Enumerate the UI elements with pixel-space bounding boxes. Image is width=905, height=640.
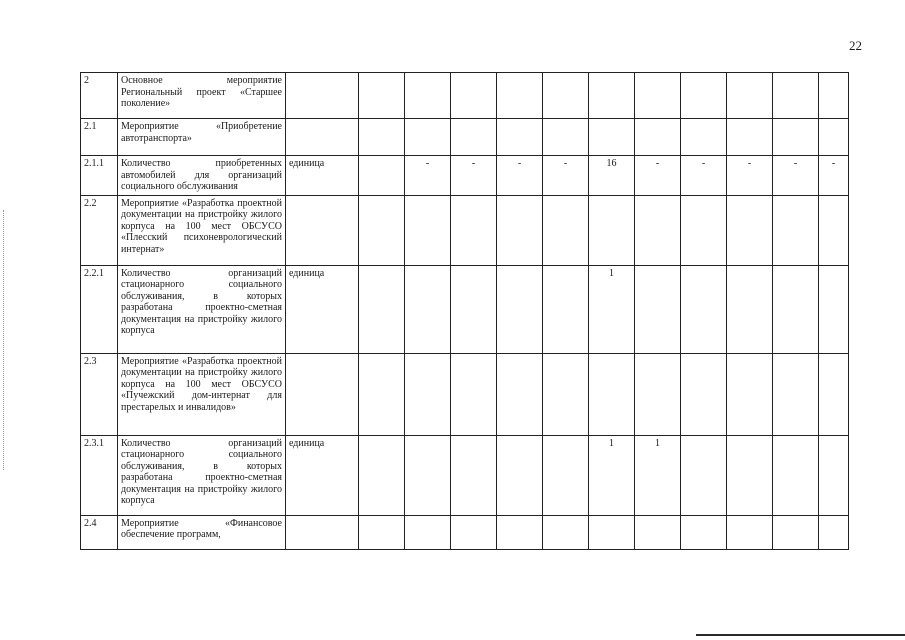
value-cell bbox=[773, 265, 819, 353]
value-cell bbox=[451, 195, 497, 265]
value-cell bbox=[773, 119, 819, 156]
value-cell bbox=[589, 73, 635, 119]
row-name: Основное мероприятие Региональный проект «Старшее поколение» bbox=[118, 73, 286, 119]
row-name: Количество организаций стационарного социального обслуживания, в которых разработана проектно-сметная документация на пристройку жилого корпуса bbox=[118, 435, 286, 515]
value-cell bbox=[635, 515, 681, 549]
value-cell bbox=[543, 435, 589, 515]
row-number: 2.1.1 bbox=[81, 156, 118, 196]
value-cell bbox=[819, 195, 849, 265]
row-number: 2.3 bbox=[81, 353, 118, 435]
value-cell bbox=[773, 73, 819, 119]
row-number: 2 bbox=[81, 73, 118, 119]
page-number: 22 bbox=[849, 38, 862, 53]
row-unit: единица bbox=[286, 265, 359, 353]
value-cell bbox=[497, 265, 543, 353]
table-row bbox=[81, 265, 849, 353]
value-cell bbox=[773, 353, 819, 435]
value-cell bbox=[589, 353, 635, 435]
value-cell: 1 bbox=[635, 435, 681, 515]
row-unit bbox=[286, 119, 359, 156]
value-cell bbox=[405, 73, 451, 119]
row-number: 2.1 bbox=[81, 119, 118, 156]
value-cell bbox=[727, 515, 773, 549]
value-cell: - bbox=[727, 156, 773, 196]
value-cell: - bbox=[405, 156, 451, 196]
row-number: 2.2 bbox=[81, 195, 118, 265]
value-cell bbox=[635, 73, 681, 119]
value-cell: - bbox=[451, 156, 497, 196]
value-cell bbox=[405, 265, 451, 353]
row-name: Мероприятие «Приобретение автотранспорта» bbox=[118, 119, 286, 156]
value-cell bbox=[819, 435, 849, 515]
value-cell bbox=[819, 265, 849, 353]
value-cell bbox=[359, 515, 405, 549]
value-cell: - bbox=[635, 156, 681, 196]
value-cell: - bbox=[819, 156, 849, 196]
table-row bbox=[81, 73, 849, 119]
value-cell bbox=[727, 265, 773, 353]
value-cell bbox=[727, 73, 773, 119]
value-cell bbox=[359, 353, 405, 435]
value-cell bbox=[773, 195, 819, 265]
value-cell bbox=[497, 119, 543, 156]
row-unit bbox=[286, 195, 359, 265]
value-cell bbox=[681, 119, 727, 156]
value-cell bbox=[589, 515, 635, 549]
value-cell bbox=[405, 435, 451, 515]
value-cell bbox=[819, 515, 849, 549]
value-cell bbox=[359, 435, 405, 515]
row-number: 2.3.1 bbox=[81, 435, 118, 515]
value-cell bbox=[727, 353, 773, 435]
value-cell bbox=[451, 265, 497, 353]
row-name: Мероприятие «Разработка проектной документации на пристройку жилого корпуса на 100 мест ОБСУСО «Пучежский дом-интернат для престарелых и инвалидов» bbox=[118, 353, 286, 435]
table-row bbox=[81, 119, 849, 156]
row-unit bbox=[286, 353, 359, 435]
value-cell: - bbox=[543, 156, 589, 196]
value-cell bbox=[497, 353, 543, 435]
value-cell bbox=[451, 435, 497, 515]
value-cell bbox=[497, 435, 543, 515]
value-cell bbox=[359, 119, 405, 156]
value-cell: 1 bbox=[589, 265, 635, 353]
row-unit bbox=[286, 515, 359, 549]
value-cell bbox=[635, 353, 681, 435]
value-cell bbox=[451, 73, 497, 119]
value-cell bbox=[681, 73, 727, 119]
value-cell bbox=[497, 515, 543, 549]
table-row bbox=[81, 435, 849, 515]
value-cell bbox=[543, 515, 589, 549]
row-number: 2.2.1 bbox=[81, 265, 118, 353]
value-cell: - bbox=[773, 156, 819, 196]
value-cell bbox=[405, 195, 451, 265]
value-cell: 16 bbox=[589, 156, 635, 196]
row-unit bbox=[286, 73, 359, 119]
value-cell bbox=[543, 353, 589, 435]
row-name: Количество организаций стационарного социального обслуживания, в которых разработана проектно-сметная документация на пристройку жилого корпуса bbox=[118, 265, 286, 353]
indicators-table bbox=[80, 72, 849, 550]
value-cell bbox=[681, 195, 727, 265]
value-cell bbox=[773, 515, 819, 549]
value-cell bbox=[405, 515, 451, 549]
value-cell bbox=[451, 119, 497, 156]
value-cell bbox=[635, 119, 681, 156]
row-unit: единица bbox=[286, 435, 359, 515]
value-cell bbox=[359, 265, 405, 353]
value-cell bbox=[451, 353, 497, 435]
value-cell bbox=[819, 353, 849, 435]
value-cell bbox=[543, 265, 589, 353]
value-cell bbox=[451, 515, 497, 549]
value-cell bbox=[635, 265, 681, 353]
row-name: Мероприятие «Финансовое обеспечение программ, bbox=[118, 515, 286, 549]
value-cell bbox=[727, 119, 773, 156]
row-name: Мероприятие «Разработка проектной документации на пристройку жилого корпуса на 100 мест ОБСУСО «Плесский психоневрологический интернат» bbox=[118, 195, 286, 265]
value-cell bbox=[681, 353, 727, 435]
value-cell bbox=[543, 73, 589, 119]
value-cell bbox=[635, 195, 681, 265]
value-cell bbox=[405, 353, 451, 435]
value-cell: - bbox=[497, 156, 543, 196]
value-cell: 1 bbox=[589, 435, 635, 515]
value-cell bbox=[773, 435, 819, 515]
value-cell bbox=[819, 119, 849, 156]
scan-bottom-artifact bbox=[696, 634, 905, 636]
value-cell bbox=[589, 119, 635, 156]
table-row bbox=[81, 515, 849, 549]
table-row bbox=[81, 353, 849, 435]
value-cell bbox=[727, 195, 773, 265]
value-cell bbox=[497, 195, 543, 265]
value-cell bbox=[543, 195, 589, 265]
value-cell bbox=[359, 73, 405, 119]
value-cell bbox=[405, 119, 451, 156]
scan-edge-artifact bbox=[3, 210, 7, 470]
row-unit: единица bbox=[286, 156, 359, 196]
row-name: Количество приобретенных автомобилей для организаций социального обслуживания bbox=[118, 156, 286, 196]
value-cell bbox=[681, 515, 727, 549]
value-cell bbox=[359, 156, 405, 196]
value-cell bbox=[681, 435, 727, 515]
value-cell bbox=[819, 73, 849, 119]
value-cell bbox=[727, 435, 773, 515]
table-row bbox=[81, 156, 849, 196]
value-cell: - bbox=[681, 156, 727, 196]
value-cell bbox=[589, 195, 635, 265]
value-cell bbox=[359, 195, 405, 265]
table-row bbox=[81, 195, 849, 265]
value-cell bbox=[681, 265, 727, 353]
value-cell bbox=[543, 119, 589, 156]
row-number: 2.4 bbox=[81, 515, 118, 549]
value-cell bbox=[497, 73, 543, 119]
